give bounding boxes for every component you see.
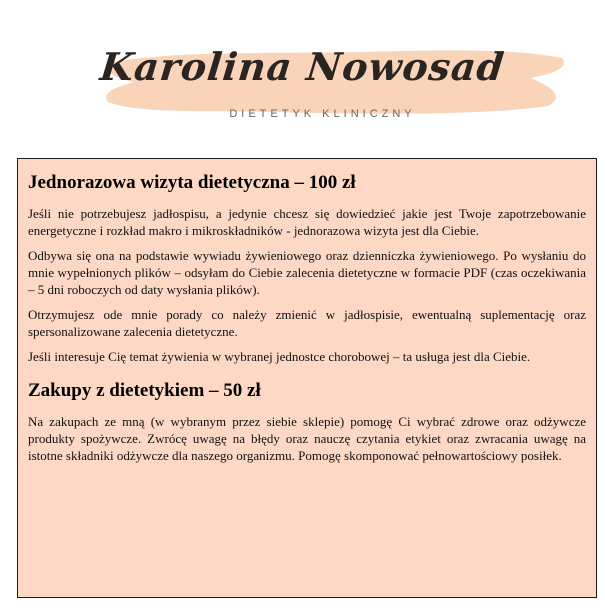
paragraph: Jeśli nie potrzebujesz jadłospisu, a jedynie chcesz się dowiedzieć jakie jest Twoje zapotrzebowanie energetyczne i rozkład makro i mikroskładników - jednorazowa wizyta jest dla Ciebie. [28,206,586,238]
section-title-single-visit: Jednorazowa wizyta dietetyczna – 100 zł [28,172,356,193]
paragraph: Odbywa się ona na podstawie wywiadu żywieniowego oraz dzienniczka żywieniowego. Po wysłaniu do mnie wypełnionych plików – odsyłam do Ciebie zalecenia dietetyczne w formacie PDF (czas oczekiwania – 5 dni roboczych od daty wysłania plików). [28,248,586,297]
paragraph: Otrzymujesz ode mnie porady co należy zmienić w jadłospisie, ewentualną suplementację oraz spersonalizowane zalecenia dietetyczne. [28,307,586,339]
services-card [17,158,597,598]
paragraph: Jeśli interesuje Cię temat żywienia w wybranej jednostce chorobowej – ta usługa jest dla Ciebie. [28,349,531,364]
logo-header [0,0,605,150]
logo-name: Karolina Nowosad [98,44,507,89]
paragraph: Na zakupach ze mną (w wybranym przez siebie sklepie) pomogę Ci wybrać zdrowe oraz odżywcze produkty spożywcze. Zwrócę uwagę na błędy oraz nauczę czytania etykiet oraz zwracania uwagę na istotne składniki odżywcze dla naszego organizmu. Pomogę skomponować pełnowartościowy posiłek. [28,414,586,463]
logo-subtitle: DIETETYK KLINICZNY [229,108,416,120]
section-title-shopping: Zakupy z dietetykiem – 50 zł [28,380,261,401]
